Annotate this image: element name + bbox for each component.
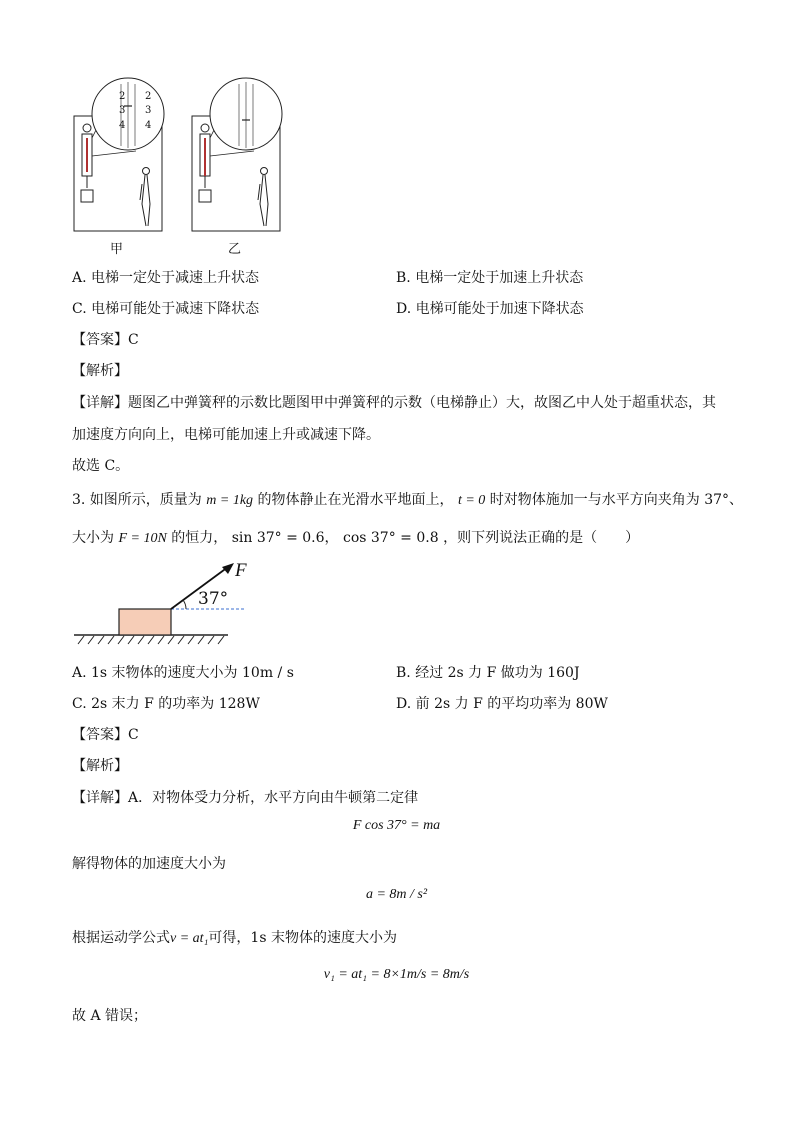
q3-cos: cos 37° = 0.8	[343, 530, 439, 546]
q2-analysis-label: 【解析】	[72, 363, 128, 379]
equation-3: v₁ = at₁ = 8×1m/s = 8m/s	[323, 967, 470, 982]
q3-detail-a	[72, 787, 418, 807]
q3-answer	[72, 724, 139, 744]
figure-label-jia: 甲	[110, 242, 124, 257]
q2-answer	[72, 329, 139, 349]
q3-time: t = 0	[457, 493, 486, 508]
q3-stem-line2: 大小为 F = 10N 的恒力， sin 37° = 0.6， cos 37° = 0.8 ，则下列说法正确的是（ ）	[72, 530, 640, 546]
q3-stem-d: 大小为	[72, 530, 114, 546]
block-force-figure	[72, 558, 262, 648]
detail-label: 【详解】	[72, 395, 128, 411]
kin-a: 根据运动学公式	[72, 930, 170, 946]
q2-conclusion: 故选 C。	[72, 458, 130, 474]
q3-force: F = 10N	[118, 531, 167, 546]
detail-text: 题图乙中弹簧秤的示数比题图甲中弹簧秤的示数（电梯静止）大，故图乙中人处于超重状态，其	[128, 395, 716, 411]
force-label: F	[235, 560, 247, 581]
figure-label-yi: 乙	[228, 242, 242, 257]
tick-4-left: 4	[119, 120, 126, 131]
tick-2-right: 2	[145, 91, 152, 102]
q3-stem-b: 的物体静止在光滑水平地面上，	[257, 492, 454, 508]
q2-option-a: A. 电梯一定处于减速上升状态	[72, 270, 260, 286]
kinematics-text	[72, 927, 397, 947]
block	[119, 609, 171, 635]
accel-text: 解得物体的加速度大小为	[72, 856, 226, 872]
q3-stem-c: 时对物体施加一与水平方向夹角为 37°、	[489, 492, 744, 508]
answer-value: C	[128, 727, 139, 743]
angle-label: 37°	[198, 589, 229, 609]
q3-analysis-label: 【解析】	[72, 758, 128, 774]
equation-2: a = 8m / s²	[365, 887, 428, 902]
q3-option-c: C. 2s 末力 F 的功率为 128W	[72, 696, 260, 712]
q2-detail-line1	[72, 392, 716, 412]
kin-b: 可得，1s 末物体的速度大小为	[208, 930, 397, 946]
elevator-figure	[66, 76, 296, 236]
q3-mass: m = 1kg	[206, 493, 254, 508]
q2-option-b: B. 电梯一定处于加速上升状态	[396, 270, 584, 286]
q2-option-d: D. 电梯可能处于加速下降状态	[396, 301, 584, 317]
q3-stem-line1	[72, 489, 743, 509]
q2-detail-line2: 加速度方向向上，电梯可能加速上升或减速下降。	[72, 427, 380, 443]
q3-stem-a: 3. 如图所示，质量为	[72, 492, 202, 508]
equation-1: F cos 37° = ma	[352, 818, 441, 833]
detail-label: 【详解】	[72, 790, 128, 806]
q2-option-c: C. 电梯可能处于减速下降状态	[72, 301, 260, 317]
detail-text: A．对物体受力分析，水平方向由牛顿第二定律	[128, 790, 419, 806]
answer-value: C	[128, 332, 139, 348]
q3-option-a: A. 1s 末物体的速度大小为 10m / s	[72, 665, 294, 681]
q3-conclusion-a: 故 A 错误；	[72, 1008, 148, 1024]
tick-2-left: 2	[119, 91, 126, 102]
q3-sin: sin 37° = 0.6	[231, 530, 325, 546]
tick-3-left: 3	[119, 105, 126, 116]
answer-label: 【答案】	[72, 332, 128, 348]
tick-3-right: 3	[145, 105, 152, 116]
q3-stem-e: 的恒力，	[171, 530, 228, 546]
q3-stem-f: ，则下列说法正确的是（ ）	[443, 530, 640, 546]
elevator-right	[192, 78, 282, 231]
q3-option-d: D. 前 2s 力 F 的平均功率为 80W	[396, 696, 608, 712]
q3-option-b: B. 经过 2s 力 F 做功为 160J	[396, 665, 580, 681]
kin-formula: v = at₁	[170, 931, 209, 946]
tick-4-right: 4	[145, 120, 152, 131]
answer-label: 【答案】	[72, 727, 128, 743]
